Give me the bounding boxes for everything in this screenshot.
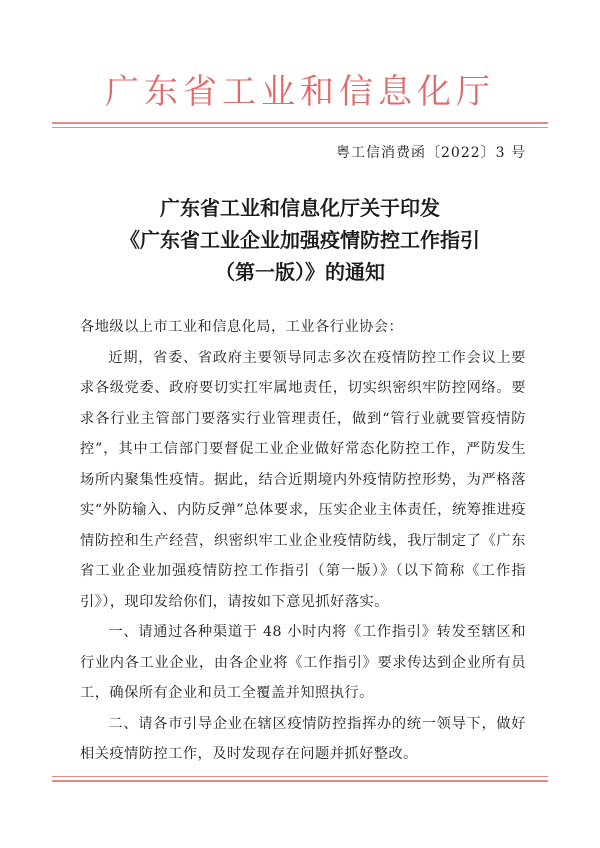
document-title [0,192,600,288]
title-line-2: 《广东省工业企业加强疫情防控工作指引 [120,228,480,252]
salutation: 各地级以上市工业和信息化局，工业各行业协会： [80,319,404,335]
document-number: 粤工信消费函〔2022〕3 号 [336,145,526,161]
title-line-3: （第一版）》的通知 [215,260,385,284]
letterhead-title: 广东省工业和信息化厅 [105,72,495,112]
body-paragraph-2: 一、请通过各种渠道于 48 小时内将《工作指引》转发至辖区和行业内各工业企业，由各企业将《工作指引》要求传达到企业所有员工，确保所有企业和员工全覆盖并知照执行。 [80,624,526,701]
body-paragraph-1: 近期，省委、省政府主要领导同志多次在疫情防控工作会议上要求各级党委、政府要切实扛牢属地责任，切实织密织牢防控网络。要求各行业主管部门要落实行业管理责任，做到“管行业就要管疫情防控”，其中工信部门要督促工业企业做好常态化防控工作，严防发生场所内聚集性疫情。据此，结合近期境内外疫情防控形势，为严格落实“外防输入、内防反弹”总体要求，压实企业主体责任，统筹推进疫情防控和生产经营，织密织牢工业企业疫情防线，我厅制定了《广东省工业企业加强疫情防控工作指引（第一版）》（以下简称《工作指引》），现印发给你们，请按如下意见抓好落实。 [80,349,526,610]
title-line-1: 广东省工业和信息化厅关于印发 [160,196,440,220]
letterhead-rule [52,122,548,128]
footer-rule [52,776,548,782]
body-paragraph-3: 二、请各市引导企业在辖区疫情防控指挥办的统一领导下，做好相关疫情防控工作，及时发现存在问题并抓好整改。 [80,715,526,762]
document-body [80,312,526,770]
